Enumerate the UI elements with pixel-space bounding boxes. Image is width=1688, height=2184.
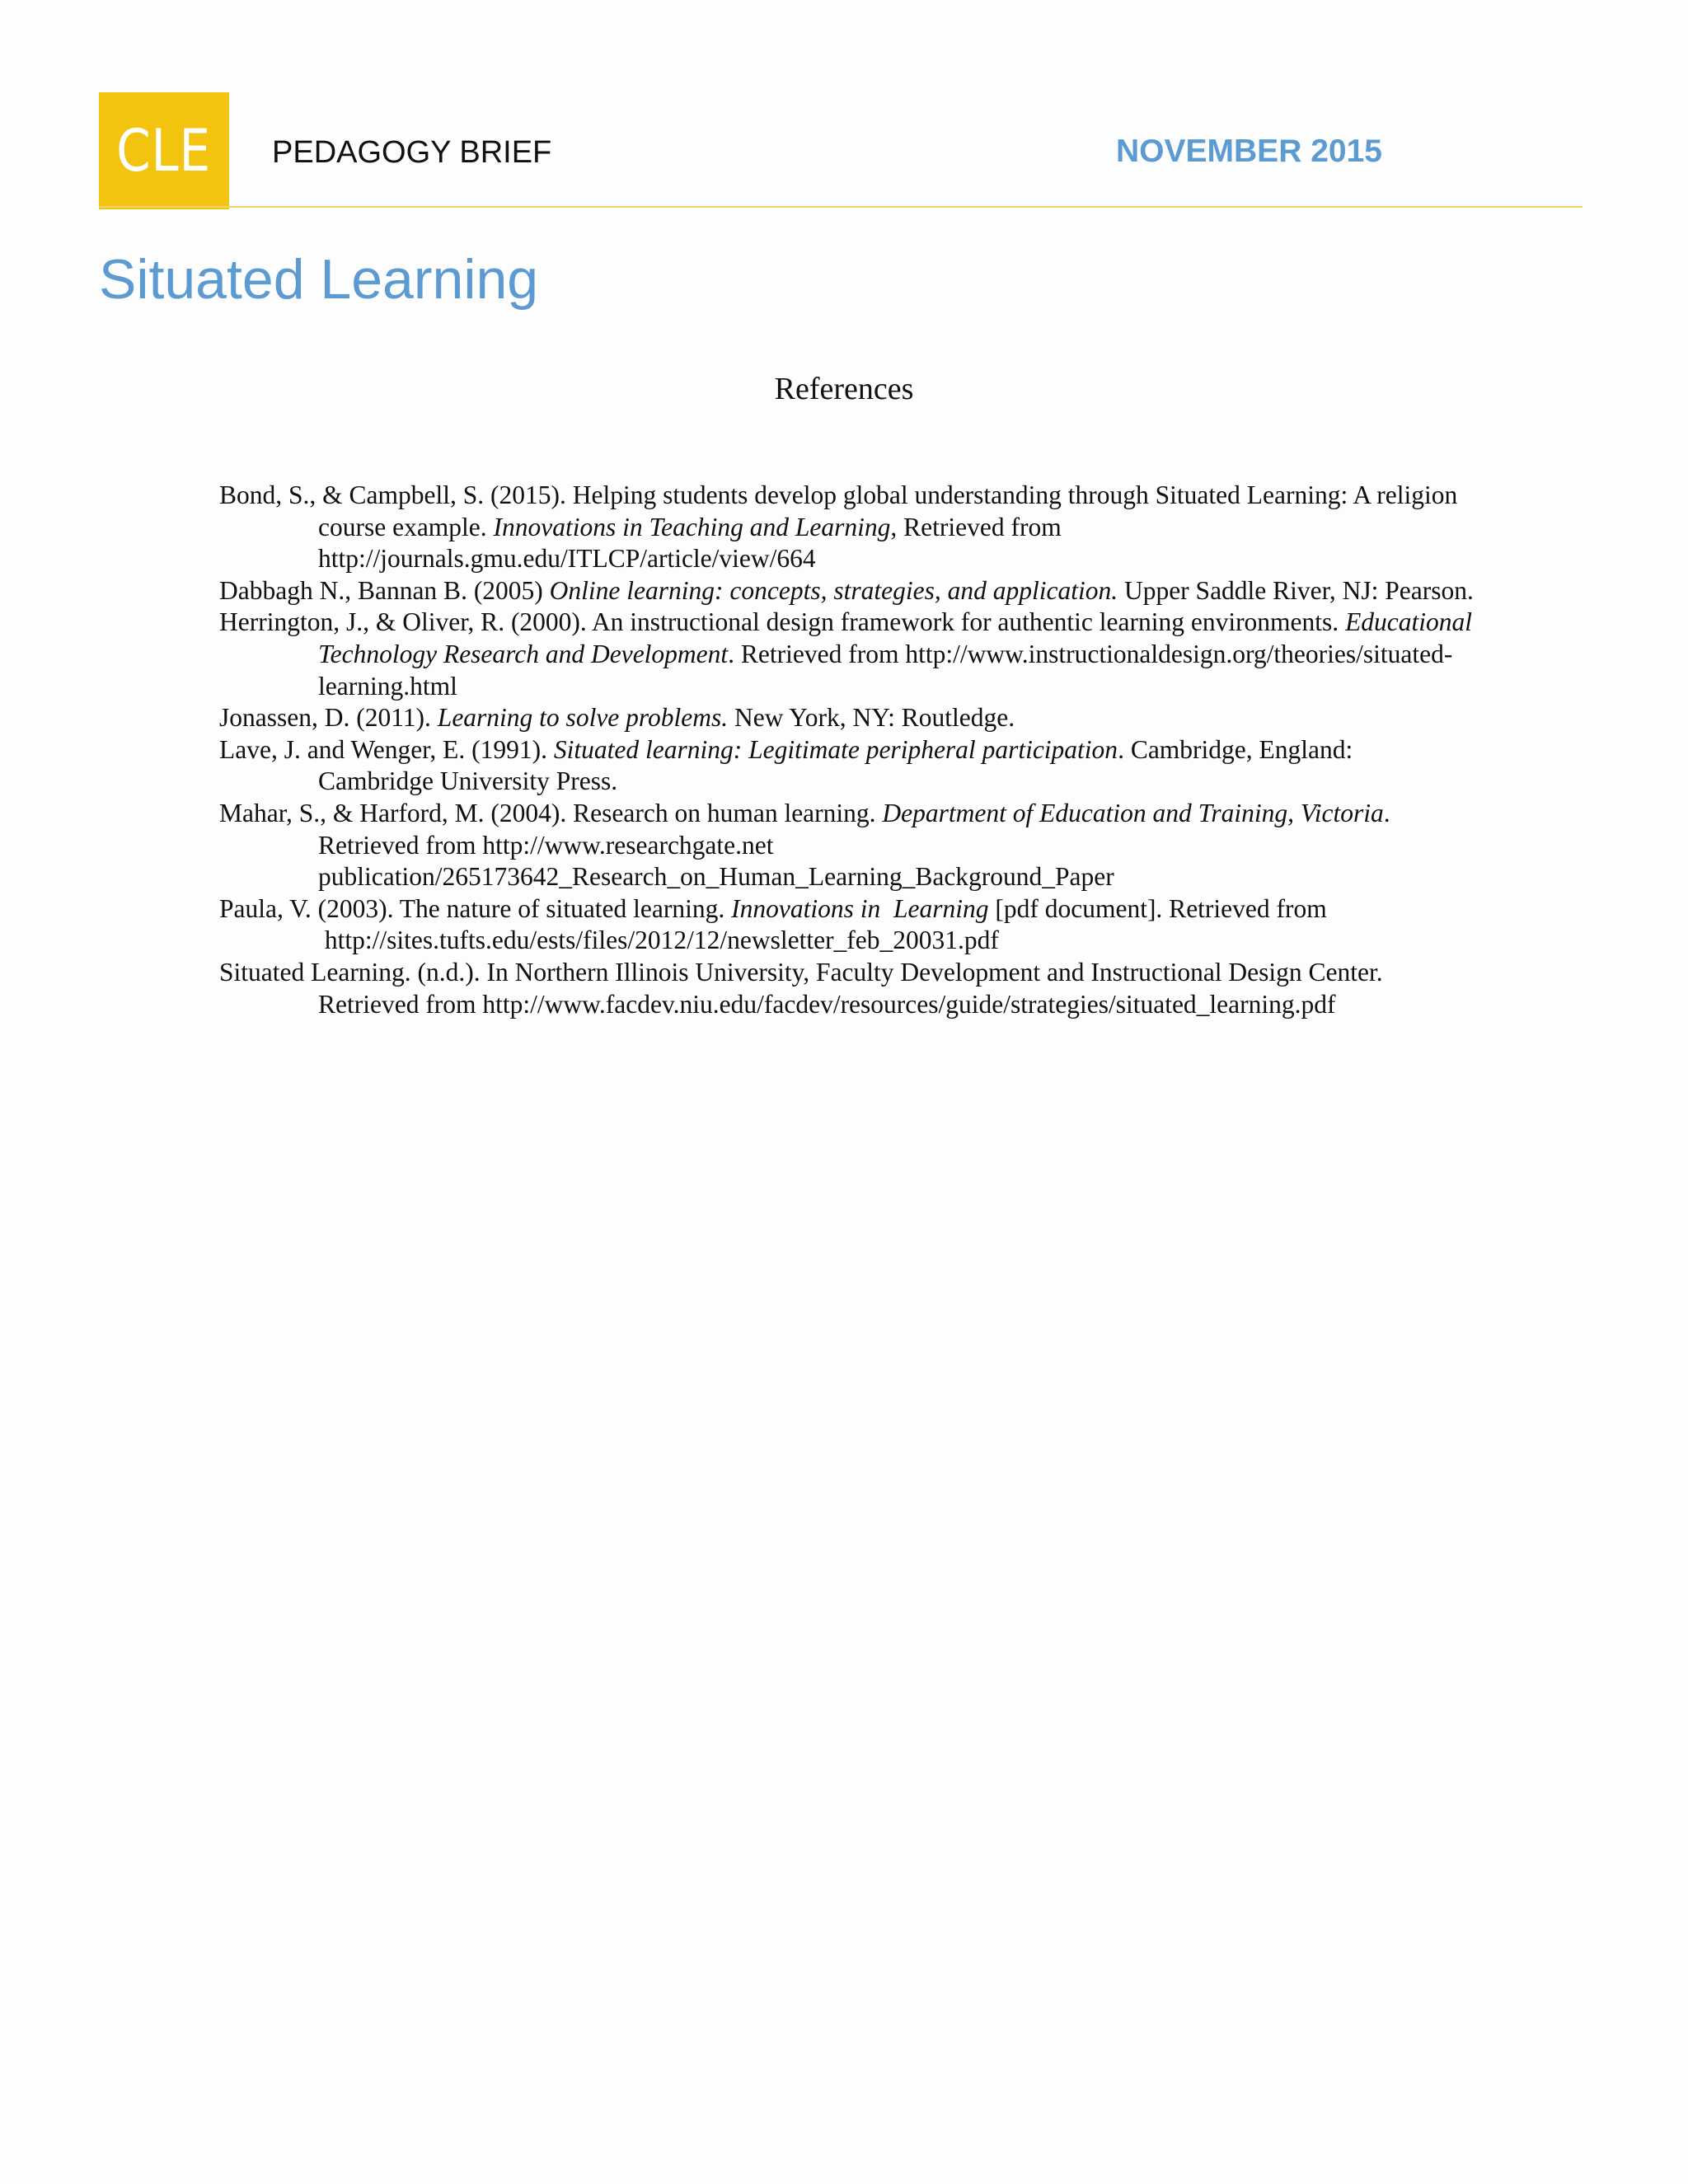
reference-item: Herrington, J., & Oliver, R. (2000). An instructional design framework for authentic learning environments. Educational Technology Research and Development. Retrieved from http://www.instructionaldesign.org/theories/situated- learning.html — [219, 607, 1473, 701]
cle-logo — [99, 92, 229, 209]
reference-item: Lave, J. and Wenger, E. (1991). Situated learning: Legitimate peripheral participation. Cambridge, England: Cambridge University Press. — [219, 734, 1353, 796]
reference-list — [219, 480, 1571, 1020]
brief-label: PEDAGOGY BRIEF — [272, 135, 552, 170]
reference-item: Mahar, S., & Harford, M. (2004). Research on human learning. Department of Education and Training, Victoria. Retrieved from http://www.researchgate.net publication/265173642_Research_on_Human_Learning_Background_Paper — [219, 798, 1390, 892]
reference-item: Jonassen, D. (2011). Learning to solve problems. New York, NY: Routledge. — [219, 703, 1015, 733]
reference-item: Dabbagh N., Bannan B. (2005) Online learning: concepts, strategies, and application. Upper Saddle River, NJ: Pearson. — [219, 575, 1474, 605]
references-heading: References — [774, 372, 914, 406]
page-title: Situated Learning — [99, 248, 539, 311]
reference-item: Paula, V. (2003). The nature of situated learning. Innovations in Learning [pdf document]. Retrieved from http://sites.tufts.edu/ests/files/2012/12/newsletter_feb_20031.pdf — [219, 893, 1327, 955]
header-divider — [99, 206, 1582, 208]
logo-text: CLE — [116, 117, 212, 185]
reference-item: Bond, S., & Campbell, S. (2015). Helping students develop global understanding through Situated Learning: A religion course example. Innovations in Teaching and Learning, Retrieved from http://journals.gmu.edu/ITLCP/article/view/664 — [219, 480, 1458, 574]
reference-item: Situated Learning. (n.d.). In Northern Illinois University, Faculty Development and Instructional Design Center. Retrieved from http://www.facdev.niu.edu/facdev/resources/guide/strategies/situated_learning.pdf — [219, 957, 1383, 1019]
issue-date: NOVEMBER 2015 — [1116, 134, 1382, 169]
